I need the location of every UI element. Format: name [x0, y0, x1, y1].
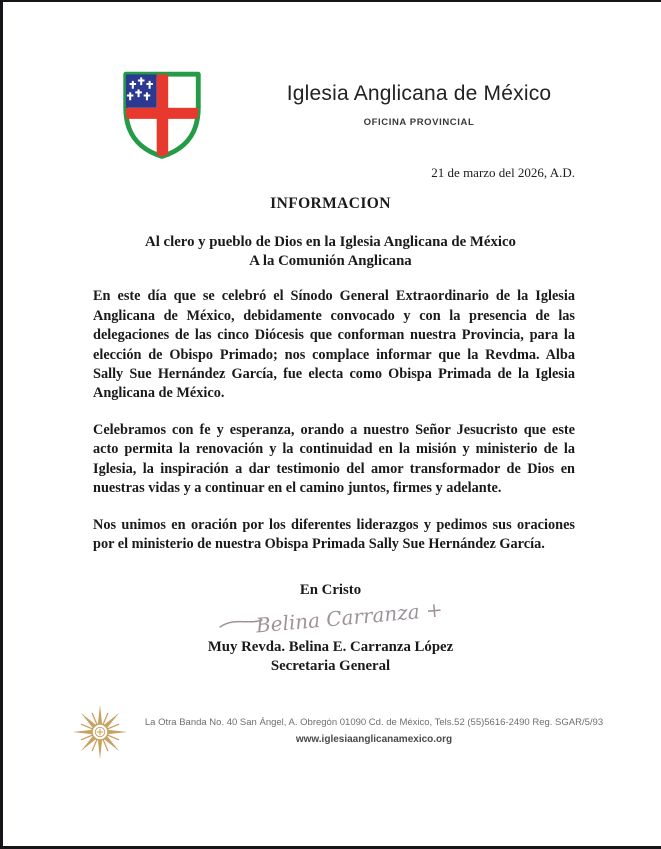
letterhead-text	[207, 68, 631, 128]
letterhead	[0, 0, 661, 160]
date-line: 21 de marzo del 2026, A.D.	[431, 165, 575, 180]
footer-address: La Otra Banda No. 40 San Ángel, A. Obregón 01090 Cd. de México, Tels.52 (55)5616-2490 Reg. SGAR/5/93	[144, 716, 604, 728]
letter-heading: INFORMACION	[270, 195, 391, 212]
salutation-line-1: Al clero y pueblo de Dios en la Iglesia Anglicana de México	[145, 234, 516, 250]
org-name: Iglesia Anglicana de México	[286, 82, 552, 105]
compass-rose-icon	[68, 699, 132, 765]
footer-text	[132, 717, 616, 746]
signer-title: Secretaria General	[270, 657, 391, 674]
paragraph-2: Celebramos con fe y esperanza, orando a nuestro Señor Jesucristo que este acto permita la renovación y la continuidad en la misión y ministerio de la Iglesia, la inspiración a dar testimonio del amor transformador de Dios en nuestras vidas y a continuar en el camino juntos, firmes y adelante.	[93, 421, 575, 497]
signature-block	[0, 600, 661, 638]
paragraph-3: Nos unimos en oración por los diferentes liderazgos y pedimos sus oraciones por el ministerio de nuestra Obispa Primada Sally Sue Hernández García.	[93, 516, 575, 553]
scan-edge-left	[0, 0, 3, 849]
closing-line: En Cristo	[299, 581, 362, 598]
salutation	[0, 233, 661, 270]
handwritten-signature	[216, 600, 446, 638]
signature-script-text: Belina Carranza +	[254, 599, 444, 638]
scan-edge-top	[0, 0, 661, 2]
episcopal-shield-icon	[117, 68, 207, 160]
paragraph-1: En este día que se celebró el Sínodo General Extraordinario de la Iglesia Anglicana de México, debidamente convocado y con la presencia de las delegaciones de las cinco Diócesis que conforman nuestra Provincia, para la elección de Obispo Primado; nos complace informar que la Revdma. Alba Sally Sue Hernández García, fue electa como Obispa Primada de la Iglesia Anglicana de México.	[93, 288, 575, 402]
footer-website: www.iglesiaanglicanamexico.org	[295, 734, 453, 746]
signer-name: Muy Revda. Belina E. Carranza López	[207, 638, 454, 655]
salutation-line-2: A la Comunión Anglicana	[249, 252, 412, 269]
letter-body	[0, 287, 661, 554]
org-office: OFICINA PROVINCIAL	[363, 117, 475, 128]
letter-footer	[0, 675, 661, 765]
